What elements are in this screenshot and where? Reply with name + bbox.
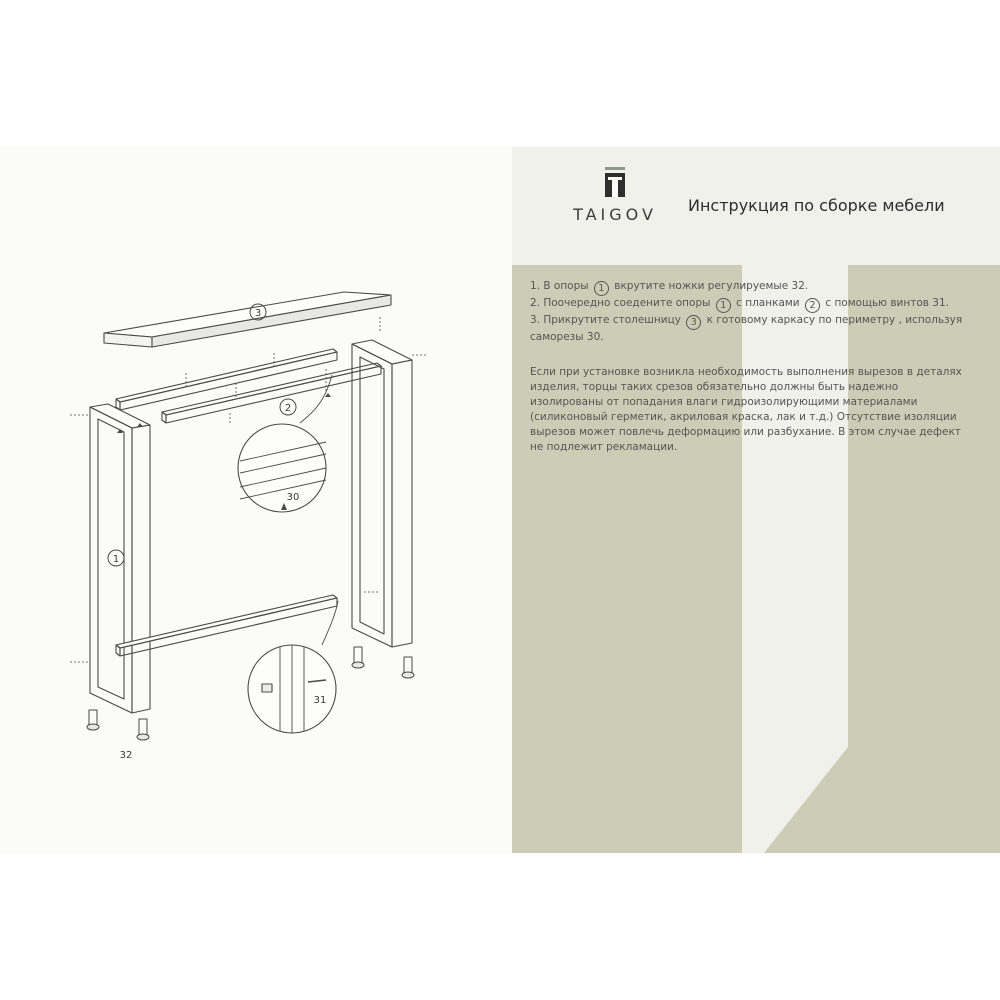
step-2	[530, 296, 970, 313]
part-1-label: 1	[112, 554, 120, 565]
leg-32-label: 32	[119, 750, 133, 761]
step-2-text-a: 2. Поочередно соедените опоры	[530, 297, 711, 309]
panel-background-shapes	[512, 147, 1000, 853]
step-2-text-b: с планками	[736, 297, 800, 309]
front-rail-part	[162, 363, 381, 415]
step-1-text-a: 1. В опоры	[530, 280, 589, 292]
part-ref-1: 1	[594, 281, 609, 296]
step-3-text-a: 3. Прикрутите столешницу	[530, 314, 681, 326]
brand-logo	[555, 167, 675, 224]
assembly-diagram	[0, 147, 512, 853]
part-ref-2: 2	[805, 298, 820, 313]
part-3-label: 3	[254, 308, 262, 319]
screw-30-label: 30	[286, 492, 300, 503]
assembly-diagram-panel	[0, 147, 512, 853]
right-frame-part	[352, 340, 412, 364]
brand-name: TAIGOV	[573, 205, 657, 224]
step-3	[530, 313, 970, 345]
bottom-rail-part	[116, 595, 337, 648]
back-rail-part	[116, 349, 337, 402]
detail-circle-screw30	[238, 424, 326, 512]
document-title: Инструкция по сборке мебели	[688, 196, 945, 215]
part-ref-3: 3	[686, 315, 701, 330]
step-1	[530, 279, 970, 296]
moisture-warning: Если при установке возникла необходимость выполнения вырезов в деталях изделия, торцы таких срезов обязательно должны быть надежно изолированы от попадания влаги гидроизолирующими материалами (силиконовый герметик, акриловая краска, лак и т.д.) Отсутствие изоляции вырезов может повлечь деформацию или разбухание. В этом случае дефект не подлежит рекламации.	[530, 366, 962, 453]
step-1-text-b: вкрутите ножки регулируемые 32.	[614, 280, 809, 292]
step-3-text-b: к готовому каркасу по периметру , используя саморезы 30.	[530, 314, 963, 343]
screw-31-label: 31	[313, 695, 327, 706]
part-ref-1: 1	[716, 298, 731, 313]
instruction-sheet	[0, 147, 1000, 853]
step-2-text-c: с помощью винтов 31.	[825, 297, 949, 309]
instructions-panel	[512, 147, 1000, 853]
assembly-steps	[530, 279, 970, 345]
part-2-label: 2	[284, 403, 292, 414]
logo-mark-icon	[603, 167, 627, 197]
